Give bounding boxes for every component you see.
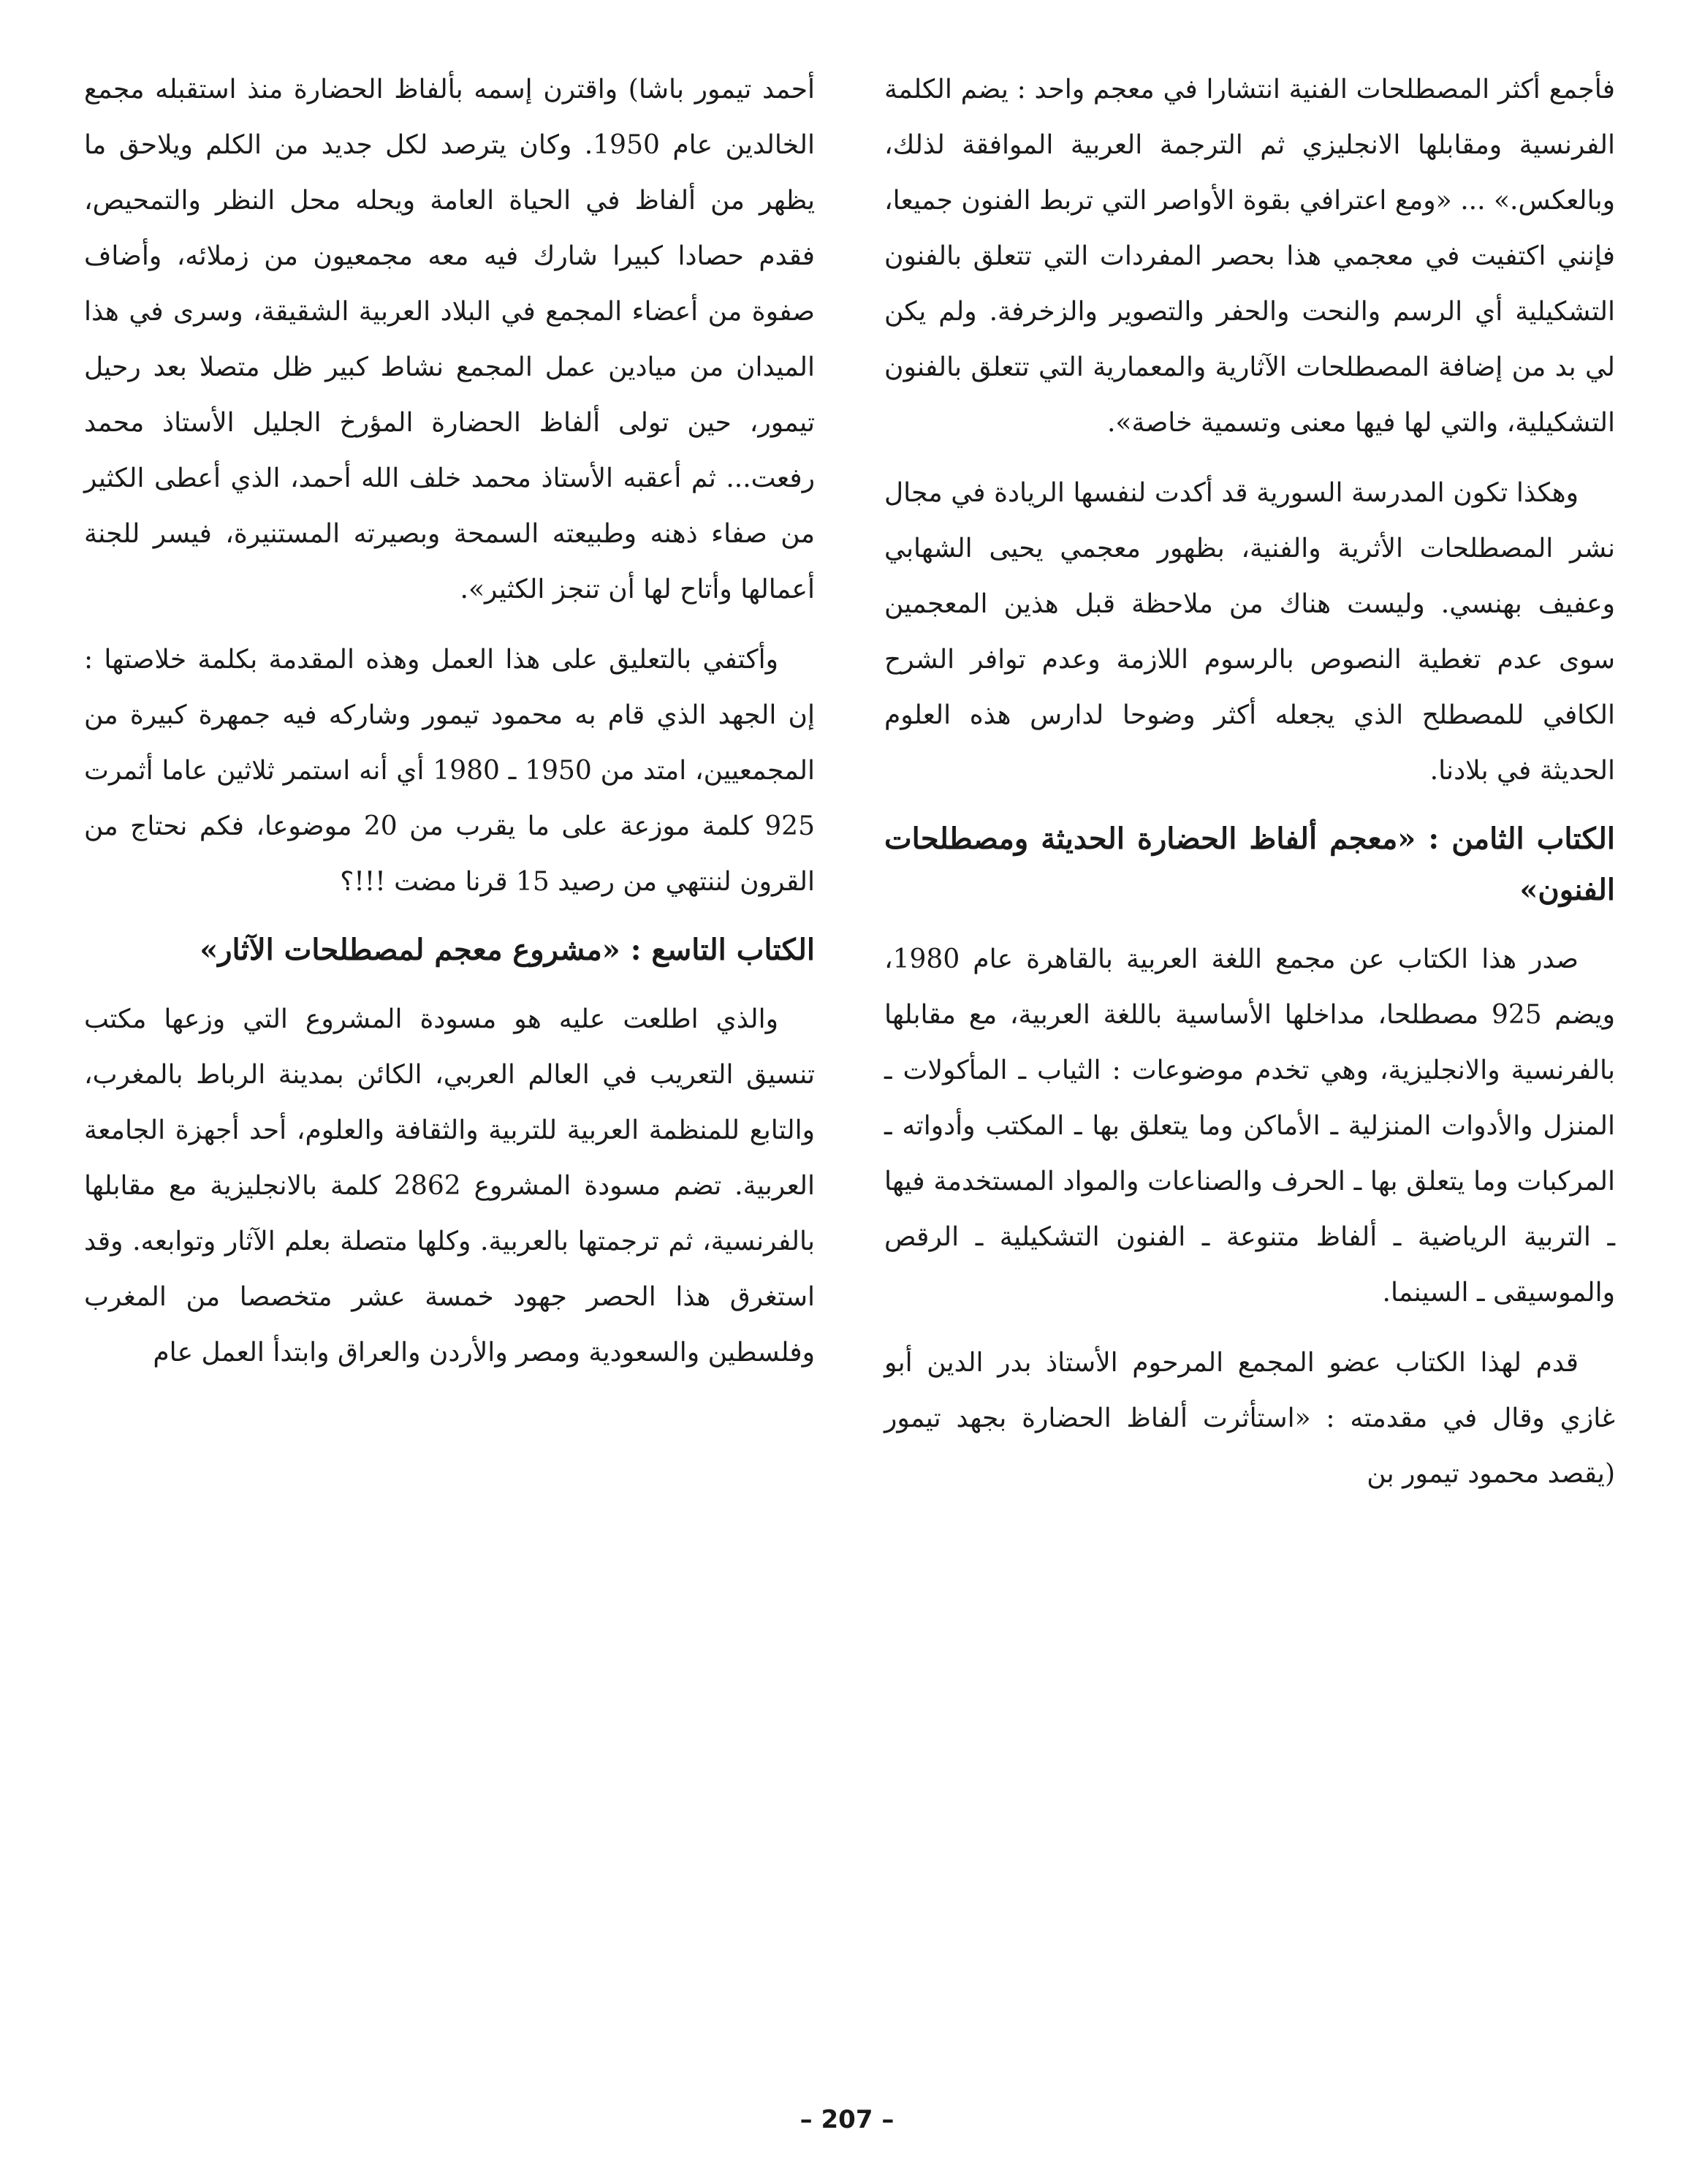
paragraph: قدم لهذا الكتاب عضو المجمع المرحوم الأستاذ بدر الدين أبو غازي وقال في مقدمته : «استأثرت ألفاظ الحضارة بجهد تيمور (يقصد محمود تيمور بن [884, 1348, 1615, 1489]
paragraph: وهكذا تكون المدرسة السورية قد أكدت لنفسها الريادة في مجال نشر المصطلحات الأثرية والفنية، بظهور معجمي يحيى الشهابي وعفيف بهنسي. وليست هناك من ملاحظة قبل هذين المعجمين سوى عدم تغطية النصوص بالرسوم اللازمة وعدم توافر الشرح الكافي للمصطلح الذي يجعله أكثر وضوحا لدارس هذه العلوم الحديثة في بلادنا. [884, 478, 1615, 786]
section-heading: الكتاب الثامن : «معجم ألفاظ الحضارة الحديثة ومصطلحات الفنون» [884, 822, 1616, 907]
paragraph: أحمد تيمور باشا) واقترن إسمه بألفاظ الحضارة منذ استقبله مجمع الخالدين عام 1950. وكان يترصد لكل جديد من الكلم ويلاحق ما يظهر من ألفاظ في الحياة العامة ويحله محل النظر والتمحيص، فقدم حصادا كبيرا شارك فيه معه مجمعيون من زملائه، وأضاف صفوة من أعضاء المجمع في البلاد العربية الشقيقة، وسرى في هذا الميدان من ميادين عمل المجمع نشاط كبير ظل متصلا بعد رحيل تيمور، حين تولى ألفاظ الحضارة المؤرخ الجليل الأستاذ محمد رفعت... ثم أعقبه الأستاذ محمد خلف الله أحمد، الذي أعطى الكثير من صفاء ذهنه وطبيعته السمحة وبصيرته المستنيرة، فيسر للجنة أعمالها وأتاح لها أن تنجز الكثير». [84, 75, 816, 604]
paragraph: وأكتفي بالتعليق على هذا العمل وهذه المقدمة بكلمة خلاصتها : إن الجهد الذي قام به محمود تيمور وشاركه فيه جمهرة كبيرة من المجمعيين، امتد من 1950 ـ 1980 أي أنه استمر ثلاثين عاما أثمرت 925 كلمة موزعة على ما يقرب من 20 موضوعا، فكم نحتاج من القرون لننتهي من رصيد 15 قرنا مضت !!!؟ [84, 645, 816, 897]
left-column [84, 62, 815, 1395]
page-number: – 207 – [799, 2105, 895, 2134]
paragraph: والذي اطلعت عليه هو مسودة المشروع التي وزعها مكتب تنسيق التعريب في العالم العربي، الكائن بمدينة الرباط بالمغرب، والتابع للمنظمة العربية للتربية والثقافة والعلوم، أحد أجهزة الجامعة العربية. تضم مسودة المشروع 2862 كلمة بالانجليزية مع مقابلها بالفرنسية، ثم ترجمتها بالعربية. وكلها متصلة بعلم الآثار وتوابعه. وقد استغرق هذا الحصر جهود خمسة عشر متخصصا من المغرب وفلسطين والسعودية ومصر والأردن والعراق وابتدأ العمل عام [84, 1004, 815, 1368]
right-column [884, 62, 1615, 1517]
paragraph: صدر هذا الكتاب عن مجمع اللغة العربية بالقاهرة عام 1980، ويضم 925 مصطلحا، مداخلها الأساسية باللغة العربية، مع مقابلها بالفرنسية والانجليزية، وهي تخدم موضوعات : الثياب ـ المأكولات ـ المنزل والأدوات المنزلية ـ الأماكن وما يتعلق بها ـ المكتب وأدواته ـ المركبات وما يتعلق بها ـ الحرف والصناعات والمواد المستخدمة فيها ـ التربية الرياضية ـ ألفاظ متنوعة ـ الفنون التشكيلية ـ الرقص والموسيقى ـ السينما. [884, 944, 1616, 1308]
paragraph: فأجمع أكثر المصطلحات الفنية انتشارا في معجم واحد : يضم الكلمة الفرنسية ومقابلها الانجليزي ثم الترجمة العربية الموافقة لذلك، وبالعكس.» ... «ومع اعترافي بقوة الأواصر التي تربط الفنون جميعا، فإنني اكتفيت في معجمي هذا بحصر المفردات التي تتعلق بالفنون التشكيلية أي الرسم والنحت والحفر والتصوير والزخرفة. ولم يكن لي بد من إضافة المصطلحات الآثارية والمعمارية التي تتعلق بالفنون التشكيلية، والتي لها فيها معنى وتسمية خاصة». [884, 75, 1615, 438]
section-heading: الكتاب التاسع : «مشروع معجم لمصطلحات الآثار» [200, 933, 815, 967]
